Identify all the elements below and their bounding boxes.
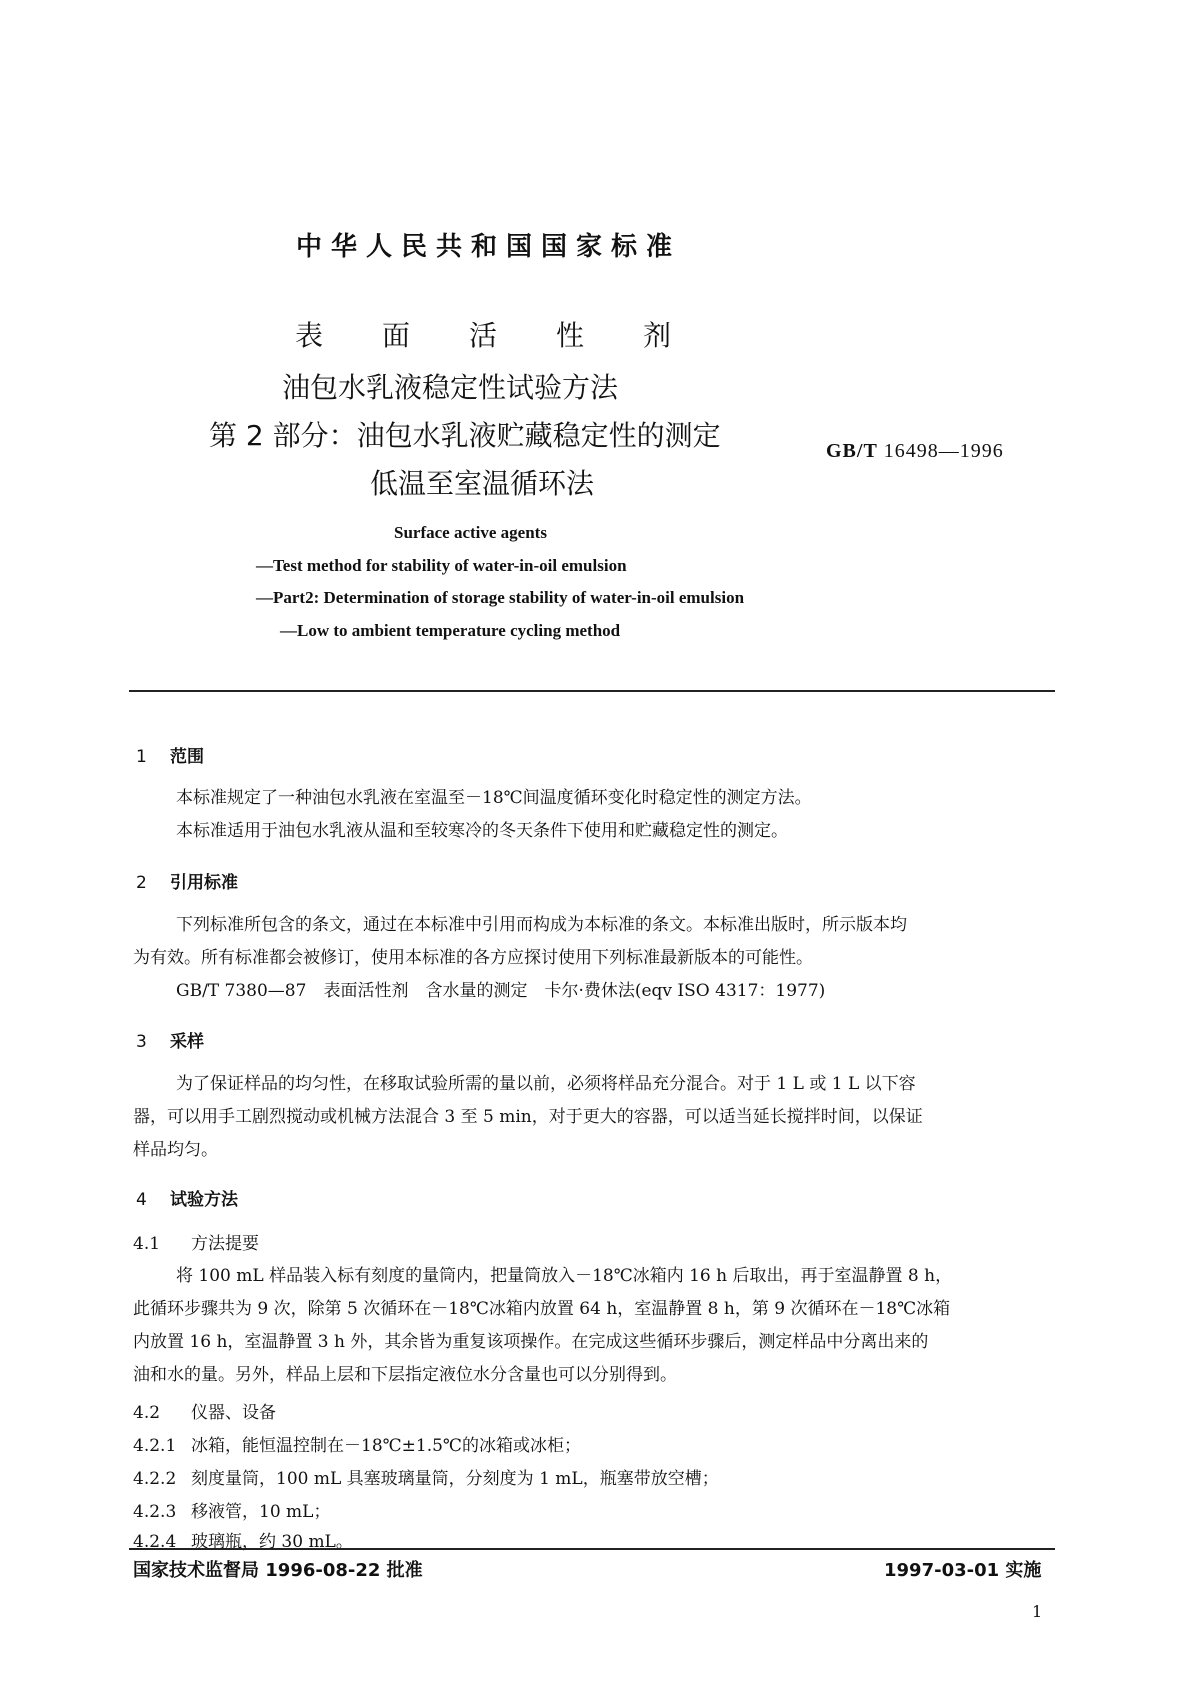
item-text: 玻璃瓶，约 30 mL。 (191, 1532, 353, 1552)
item-number: 4.2.3 (133, 1502, 177, 1522)
section-number: 3 (136, 1032, 147, 1052)
section-2-paragraph-line-2: 为有效。所有标准都会被修订，使用本标准的各方应探讨使用下列标准最新版本的可能性。 (133, 948, 813, 968)
title-char: 活 (468, 319, 497, 352)
national-standard-heading: 中华人民共和国国家标准 (296, 232, 682, 262)
standard-code-number: 16498—1996 (883, 440, 1004, 462)
page-number: 1 (1032, 1602, 1043, 1621)
approval-date: 国家技术监督局 1996-08-22 批准 (133, 1560, 423, 1581)
bottom-divider (129, 1548, 1055, 1550)
item-number: 4.2.2 (133, 1469, 177, 1489)
english-title-line-1: Surface active agents (394, 523, 547, 542)
section-1-heading (136, 742, 204, 767)
implementation-date: 1997-03-01 实施 (884, 1560, 1042, 1581)
section-2-heading (136, 868, 238, 893)
english-title-line-4: —Low to ambient temperature cycling method (280, 621, 621, 640)
item-number: 4.2.4 (133, 1532, 177, 1552)
item-text: 移液管，10 mL； (191, 1502, 331, 1522)
section-title: 试验方法 (170, 1190, 238, 1210)
standard-code-prefix: GB/T (826, 440, 878, 462)
english-title-line-2: —Test method for stability of water-in-oil emulsion (256, 556, 627, 575)
item-4-2-1 (133, 1431, 581, 1456)
standard-code (826, 440, 1004, 463)
top-divider (129, 690, 1055, 692)
section-number: 2 (136, 873, 147, 893)
english-title-line-3: —Part2: Determination of storage stability of water-in-oil emulsion (256, 588, 745, 607)
section-number: 1 (136, 747, 147, 767)
section-2-paragraph-line-1: 下列标准所包含的条文，通过在本标准中引用而构成为本标准的条文。本标准出版时，所示版本均 (176, 915, 907, 935)
subsection-number: 4.2 (133, 1403, 161, 1423)
title-char: 面 (381, 319, 410, 352)
subsection-title: 方法提要 (191, 1234, 259, 1254)
item-text: 冰箱，能恒温控制在－18℃±1.5℃的冰箱或冰柜； (191, 1436, 581, 1456)
subsection-4-1-line-4: 油和水的量。另外，样品上层和下层指定液位水分含量也可以分别得到。 (133, 1365, 677, 1385)
title-char: 表 (295, 319, 324, 352)
title-char: 剂 (642, 319, 671, 352)
section-3-paragraph-line-1: 为了保证样品的均匀性，在移取试验所需的量以前，必须将样品充分混合。对于 1 L 或 1 L 以下容 (176, 1074, 916, 1094)
section-1-paragraph-2: 本标准适用于油包水乳液从温和至较寒冷的冬天条件下使用和贮藏稳定性的测定。 (176, 821, 788, 841)
item-number: 4.2.1 (133, 1436, 177, 1456)
subsection-4-1-line-3: 内放置 16 h，室温静置 3 h 外，其余皆为重复该项操作。在完成这些循环步骤后，测定样品中分离出来的 (133, 1332, 929, 1352)
section-title: 引用标准 (170, 873, 238, 893)
subsection-4-2-heading (133, 1398, 276, 1423)
title-char: 性 (555, 319, 584, 352)
subsection-number: 4.1 (133, 1234, 161, 1254)
title-line-4: 低温至室温循环法 (370, 467, 595, 500)
subsection-title: 仪器、设备 (191, 1403, 276, 1423)
item-4-2-2 (133, 1464, 719, 1489)
title-line-2: 油包水乳液稳定性试验方法 (282, 371, 619, 404)
section-number: 4 (136, 1190, 147, 1210)
title-line-1 (295, 314, 671, 354)
subsection-4-1-line-1: 将 100 mL 样品装入标有刻度的量筒内，把量筒放入－18℃冰箱内 16 h 后取出，再于室温静置 8 h， (176, 1266, 953, 1286)
item-text: 刻度量筒，100 mL 具塞玻璃量筒，分刻度为 1 mL，瓶塞带放空槽； (191, 1469, 719, 1489)
section-title: 采样 (170, 1032, 204, 1052)
subsection-4-1-line-2: 此循环步骤共为 9 次，除第 5 次循环在－18℃冰箱内放置 64 h，室温静置 8 h，第 9 次循环在－18℃冰箱 (133, 1299, 951, 1319)
title-line-3: 第 2 部分：油包水乳液贮藏稳定性的测定 (209, 419, 721, 452)
section-3-heading (136, 1027, 204, 1052)
section-1-paragraph-1: 本标准规定了一种油包水乳液在室温至－18℃间温度循环变化时稳定性的测定方法。 (176, 788, 812, 808)
section-2-reference: GB/T 7380—87 表面活性剂 含水量的测定 卡尔·费休法(eqv ISO 4317：1977) (176, 981, 826, 1001)
item-4-2-3 (133, 1497, 330, 1522)
section-3-paragraph-line-2: 器，可以用手工剧烈搅动或机械方法混合 3 至 5 min，对于更大的容器，可以适当延长搅拌时间，以保证 (133, 1107, 923, 1127)
section-title: 范围 (170, 747, 204, 767)
section-3-paragraph-line-3: 样品均匀。 (133, 1140, 218, 1160)
subsection-4-1-heading (133, 1229, 259, 1254)
section-4-heading (136, 1185, 238, 1210)
